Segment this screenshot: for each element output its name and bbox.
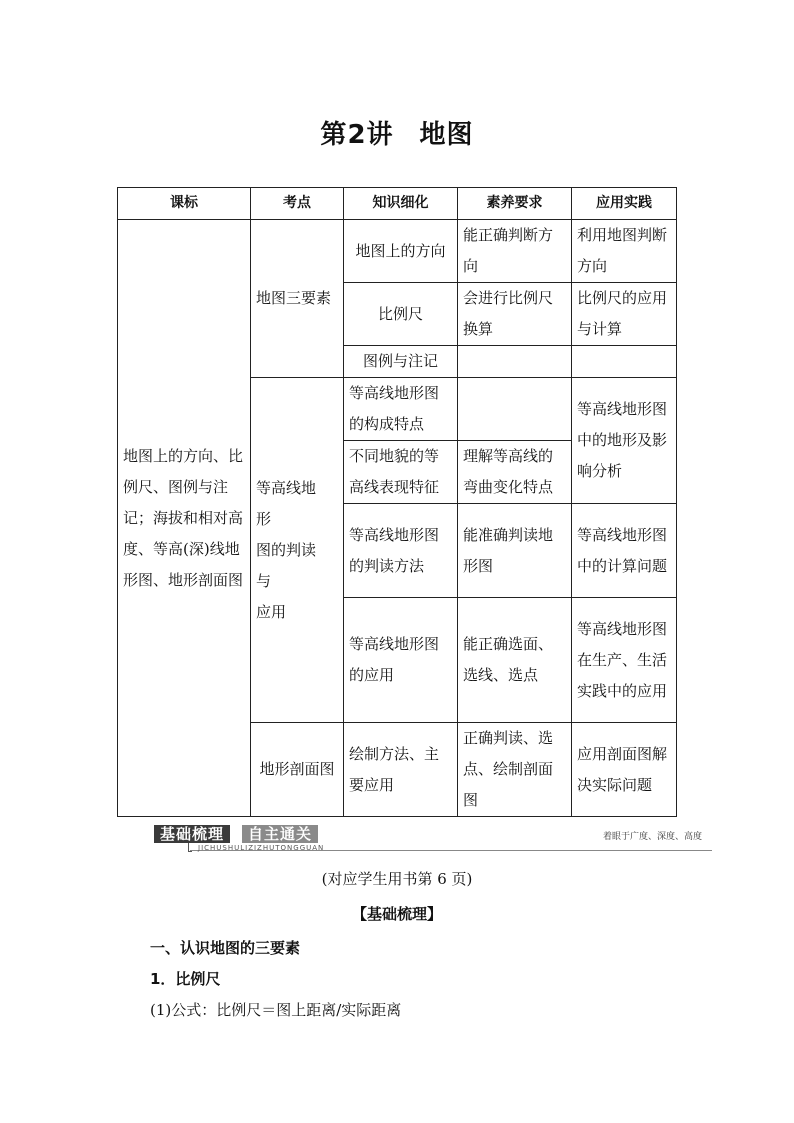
header-cell: 应用实践 [572, 188, 677, 220]
header-cell: 素养要求 [458, 188, 572, 220]
header-cell: 考点 [251, 188, 344, 220]
yingyong-cell: 利用地图判断方向 [572, 220, 677, 283]
title-number: 2 [347, 120, 367, 150]
yingyong-cell [572, 346, 677, 378]
kaodian-line: 形 [256, 509, 272, 528]
yingyong-cell: 应用剖面图解决实际问题 [572, 723, 677, 817]
banner-label-basic: 基础梳理 [154, 825, 230, 843]
zhishi-cell: 绘制方法、主要应用 [344, 723, 458, 817]
suyang-cell [458, 346, 572, 378]
kaodian-cell: 地形剖面图 [251, 723, 344, 817]
zhishi-cell: 等高线地形图的应用 [344, 598, 458, 723]
zhishi-cell: 等高线地形图的构成特点 [344, 378, 458, 441]
suyang-cell [458, 378, 572, 441]
kebiao-cell: 地图上的方向、比例尺、图例与注记；海拔和相对高度、等高(深)线地形图、地形剖面图 [118, 220, 251, 817]
yingyong-cell: 等高线地形图中的地形及影响分析 [572, 378, 677, 504]
banner-pinyin: JICHUSHULIZIZHUTONGGUAN [198, 844, 325, 852]
zhishi-cell: 比例尺 [344, 283, 458, 346]
kaodian-line: 与 [256, 571, 272, 590]
yingyong-cell: 等高线地形图在生产、生活实践中的应用 [572, 598, 677, 723]
kaodian-line: 等高线地 [256, 478, 317, 497]
banner-tagline: 着眼于广度、深度、高度 [602, 832, 702, 842]
yingyong-cell: 比例尺的应用与计算 [572, 283, 677, 346]
kaodian-cell [251, 378, 344, 723]
suyang-cell: 会进行比例尺换算 [458, 283, 572, 346]
banner-label-self: 自主通关 [242, 825, 318, 843]
page-reference: (对应学生用书第 6 页) [321, 870, 473, 888]
title-part: 讲 [366, 120, 394, 150]
zhishi-cell: 地图上的方向 [344, 220, 458, 283]
suyang-cell: 能正确选面、选线、选点 [458, 598, 572, 723]
yingyong-cell: 等高线地形图中的计算问题 [572, 504, 677, 598]
kaodian-line: 应用 [256, 602, 287, 621]
header-cell: 课标 [118, 188, 251, 220]
table-header-row [118, 188, 677, 220]
header-cell: 知识细化 [344, 188, 458, 220]
kaodian-line: 图的判读 [256, 540, 317, 559]
suyang-cell: 能准确判读地形图 [458, 504, 572, 598]
suyang-cell: 能正确判断方向 [458, 220, 572, 283]
kaodian-cell: 地图三要素 [251, 220, 344, 378]
zhishi-cell: 图例与注记 [344, 346, 458, 378]
table-row [118, 220, 677, 283]
title-topic: 地图 [419, 120, 474, 150]
suyang-cell: 理解等高线的弯曲变化特点 [458, 441, 572, 504]
heading-1: 一、认识地图的三要素 [150, 939, 301, 957]
suyang-cell: 正确判读、选点、绘制剖面图 [458, 723, 572, 817]
zhishi-cell: 不同地貌的等高线表现特征 [344, 441, 458, 504]
title-part: 第 [320, 120, 348, 150]
section-banner [150, 825, 712, 855]
paragraph: (1)公式：比例尺＝图上距离/实际距离 [150, 1001, 402, 1019]
page-title [0, 114, 794, 151]
curriculum-table [117, 187, 677, 817]
section-label: 【基础梳理】 [351, 905, 442, 923]
zhishi-cell: 等高线地形图的判读方法 [344, 504, 458, 598]
heading-2: 1．比例尺 [150, 970, 221, 988]
